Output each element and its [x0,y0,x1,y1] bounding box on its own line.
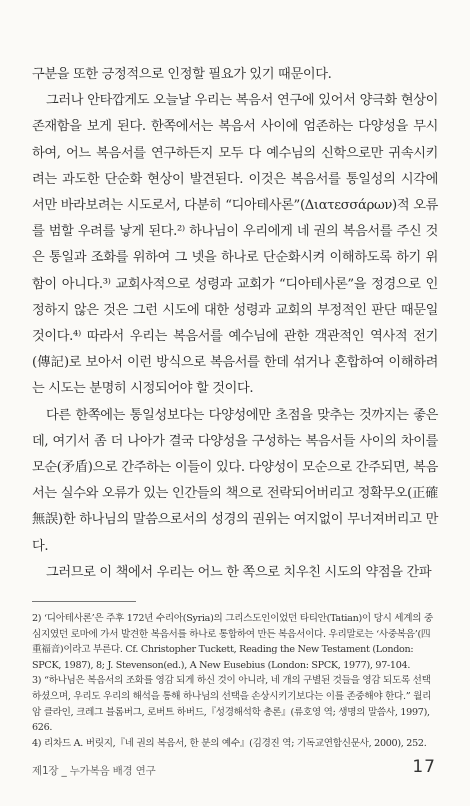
page-content [32,62,438,751]
body-paragraph: 구분을 또한 긍정적으로 인정할 필요가 있기 때문이다. [32,67,332,82]
page-number: 17 [412,757,436,777]
footnote-divider [32,601,136,602]
running-head: 제1장 _ 누가복음 배경 연구 [32,765,156,777]
footnote: 4) 리차드 A. 버릿지,『네 권의 복음서, 한 분의 예수』(김경진 역; 기독교연합신문사, 2000), 252. [32,737,427,749]
footnote: 2) ‘디아테사론’은 주후 172년 수리아(Syria)의 그리스도인이었던 타티안(Tatian)이 당시 세계의 중심지였던 로마에 가서 발견한 복음서를 하나로 통합하여 만든 복음서이다. 우리말로는 ‘사중복음’(四重福音)이라고 부른다. Cf. Christopher Tuckett, Reading the New Testament (London: SPCK, 1987), 8; J. Stevenson(ed.), A New Eusebius (London: SPCK, 1977), 97-104. [32,613,433,671]
body-paragraph: 그러나 안타깝게도 오늘날 우리는 복음서 연구에 있어서 양극화 현상이 존재함을 보게 된다. 한쪽에서는 복음서 사이에 엄존하는 다양성을 무시하여, 어느 복음서를 연구하든지 모두 다 예수님의 신학으로만 귀속시키려는 과도한 단순화 현상이 발견된다. 이것은 복음서를 통일성의 시각에서만 바라보려는 시도로서, 다분히 “디아테사론”(Διατεσσάρων)적 오류를 범할 우려를 낳게 된다.²⁾ 하나님이 우리에게 네 권의 복음서를 주신 것은 통일과 조화를 위하여 그 넷을 하나로 단순화시켜 이해하도록 하기 위함이 아니다.³⁾ 교회사적으로 성령과 교회가 “디아테사론”을 정경으로 인정하지 않은 것은 그런 시도에 대한 성령과 교회의 부정적인 판단 때문일 것이다.⁴⁾ 따라서 우리는 복음서를 예수님에 관한 객관적인 역사적 전기(傳記)로 보아서 이런 방식으로 복음서를 한데 섞거나 혼합하여 이해하려는 시도는 분명히 시정되어야 할 것이다. [32,93,438,397]
footnotes [32,611,438,751]
body-paragraph: 그러므로 이 책에서 우리는 어느 한 쪽으로 치우친 시도의 약점을 간파 [46,564,432,580]
footnote: 3) “하나님은 복음서의 조화를 영감 되게 하신 것이 아니라, 네 개의 구별된 것들을 영감 되도록 선택하셨으며, 우리도 우리의 해석을 통해 하나님의 선택을 손상시키기보다는 이를 존중해야 한다.” 월리암 클라인, 크레그 블롬버그, 로버트 하버드,『성경해석학 총론』(류호영 역; 생명의 말씀사, 1997), 626. [32,675,432,734]
page-footer [32,759,438,781]
body-paragraph: 다른 한쪽에는 통일성보다는 다양성에만 초점을 맞추는 것까지는 좋은데, 여기서 좀 더 나아가 결국 다양성을 구성하는 복음서들 사이의 차이를 모순(矛盾)으로 간주하는 이들이 있다. 다양성이 모순으로 간주되면, 복음서는 실수와 오류가 있는 인간들의 책으로 전락되어버리고 정확무오(正確無誤)한 하나님의 말씀으로서의 성경의 권위는 여지없이 무너져버리고 만다. [32,407,438,554]
main-text [32,62,438,586]
